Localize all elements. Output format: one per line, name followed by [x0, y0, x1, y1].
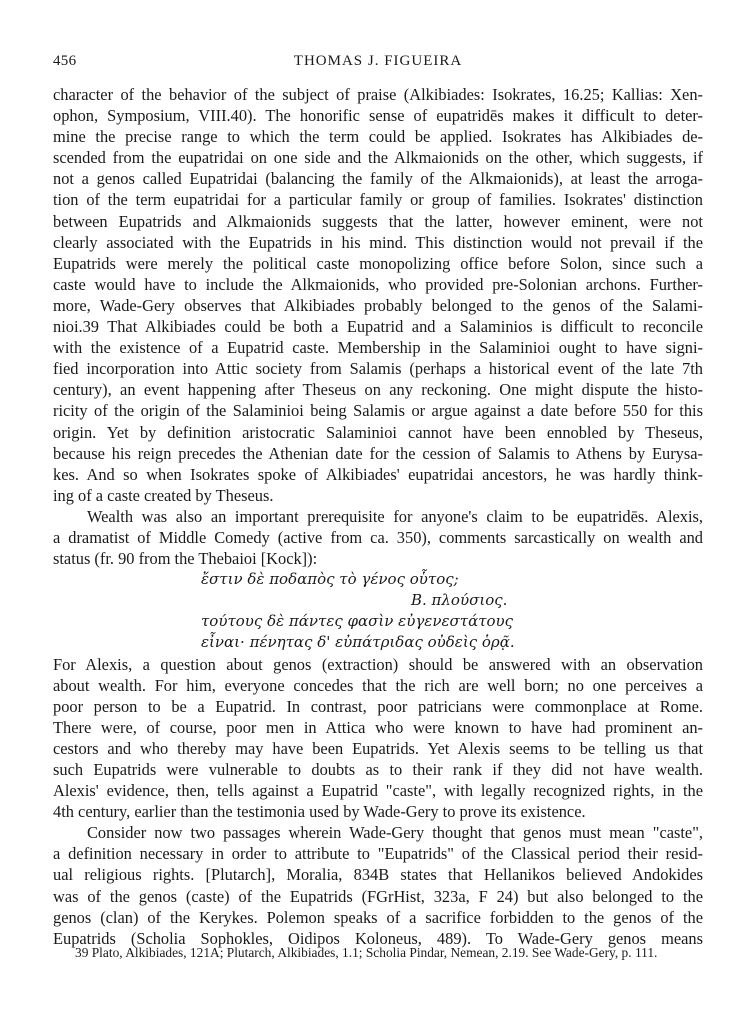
- text-line: Wealth was also an important prerequisite for anyone's claim to be eupatridēs. Alexis,: [87, 506, 703, 526]
- paragraph-3: [53, 654, 703, 823]
- text-line: ing of a caste created by Theseus.: [53, 485, 274, 505]
- text-line: between Eupatrids and Alkmaionids suggests that the latter, however eminent, were not: [53, 211, 703, 231]
- text-line: more, Wade-Gery observes that Alkibiades probably belonged to the genos of the Salami-: [53, 295, 703, 315]
- paragraph-1: [53, 84, 703, 506]
- paragraph-2: [53, 506, 703, 569]
- text-line: 4th century, earlier than the testimonia used by Wade-Gery to prove its existence.: [53, 802, 586, 822]
- text-line: about wealth. For him, everyone concedes that the rich are well born; no one perceives a: [53, 675, 703, 695]
- text-line: For Alexis, a question about genos (extraction) should be answered with an observation: [53, 654, 703, 674]
- text-line: was of the genos (caste) of the Eupatrids (FGrHist, 323a, F 24) but also belonged to the: [53, 886, 703, 906]
- text-line: clearly associated with the Eupatrids in his mind. This distinction would not prevail if the: [53, 232, 703, 252]
- page-number: 456: [53, 53, 77, 69]
- running-title: THOMAS J. FIGUEIRA: [293, 53, 463, 69]
- text-line: kes. And so when Isokrates spoke of Alkibiades' eupatridai ancestors, he was hardly think-: [53, 464, 703, 484]
- text-line: not a genos called Eupatridai (balancing the family of the Alkmaionids), at least the arroga-: [53, 169, 703, 189]
- text-line: status (fr. 90 from the Thebaioi [Kock]):: [53, 549, 318, 569]
- paragraph-4: [53, 822, 703, 949]
- quote-line: ἔστιν δὲ ποδαπὸς τὸ γένος οὗτος;: [201, 570, 459, 589]
- text-line: poor person to be a Eupatrid. In contrast, poor patricians were commonplace at Rome.: [53, 696, 703, 716]
- text-line: cestors and who thereby may have been Eupatrids. Yet Alexis seems to be telling us that: [53, 738, 703, 758]
- text-line: because his reign precedes the Athenian date for the cession of Salamis to Athens by Eurysa-: [53, 443, 703, 463]
- main-text: [53, 84, 703, 949]
- text-line: a definition necessary in order to attribute to "Eupatrids" of the Classical period their resid-: [53, 844, 703, 864]
- quote-line: τούτους δὲ πάντες φασὶν εὐγενεστάτους: [201, 612, 514, 631]
- running-header: [53, 53, 703, 75]
- text-line: Alexis' evidence, then, tells against a Eupatrid "caste", with legally recognized rights, in the: [53, 781, 703, 801]
- greek-quotation: [53, 569, 703, 653]
- text-line: with the existence of a Eupatrid caste. Membership in the Salaminioi ought to have signi-: [53, 338, 703, 358]
- text-line: genos (clan) of the Kerykes. Polemon speaks of a sacrifice forbidden to the genos of the: [53, 907, 703, 927]
- text-line: ricity of the origin of the Salaminioi being Salamis or argue against a date before 550 for this: [53, 401, 703, 421]
- text-line: origin. Yet by definition aristocratic Salaminioi cannot have been ennobled by Theseus,: [53, 422, 703, 442]
- text-line: character of the behavior of the subject of praise (Alkibiades: Isokrates, 16.25; Kallias: Xen-: [53, 85, 703, 104]
- footnote: 39 Plato, Alkibiades, 121A; Plutarch, Alkibiades, 1.1; Scholia Pindar, Nemean, 2.19. See Wade-Gery, p. 111.: [75, 945, 658, 960]
- quote-line: Β. πλούσιος.: [411, 591, 508, 610]
- quote-line: εἶναι· πένητας δ' εὐπάτριδας οὐδεὶς ὁρᾷ.: [201, 633, 515, 652]
- text-line: century), an event happening after Theseus on any reckoning. One might dispute the histo-: [53, 380, 703, 400]
- text-line: such Eupatrids were vulnerable to doubts as to their rank if they did not have wealth.: [53, 760, 703, 779]
- text-line: scended from the eupatridai on one side and the Alkmaionids on the other, which suggests, if: [53, 148, 703, 168]
- text-line: Consider now two passages wherein Wade-Gery thought that genos must mean "caste",: [87, 823, 703, 843]
- text-line: a dramatist of Middle Comedy (active from ca. 350), comments sarcastically on wealth and: [53, 527, 703, 547]
- text-line: Eupatrids (Scholia Sophokles, Oidipos Koloneus, 489). To Wade-Gery genos means: [53, 928, 703, 948]
- text-line: Eupatrids were merely the political caste monopolizing office before Solon, since such a: [53, 253, 703, 273]
- text-line: nioi.39 That Alkibiades could be both a Eupatrid and a Salaminios is difficult to reconcile: [53, 317, 703, 337]
- text-line: mine the precise range to which the term could be applied. Isokrates has Alkibiades de-: [53, 127, 703, 147]
- text-line: ual religious rights. [Plutarch], Moralia, 834B states that Hellanikos believed Andokides: [53, 865, 703, 885]
- text-line: There were, of course, poor men in Attica who were known to have had prominent an-: [53, 717, 703, 737]
- text-line: ophon, Symposium, VIII.40). The honorific sense of eupatridēs makes it difficult to deter-: [53, 106, 703, 126]
- text-line: tion of the term eupatridai for a particular family or group of families. Isokrates' distinction: [53, 190, 703, 210]
- text-line: caste would have to include the Alkmaionids, who provided pre-Solonian archons. Further-: [53, 274, 703, 294]
- text-line: fied incorporation into Attic society from Salamis (perhaps a historical event of the late 7th: [53, 359, 703, 379]
